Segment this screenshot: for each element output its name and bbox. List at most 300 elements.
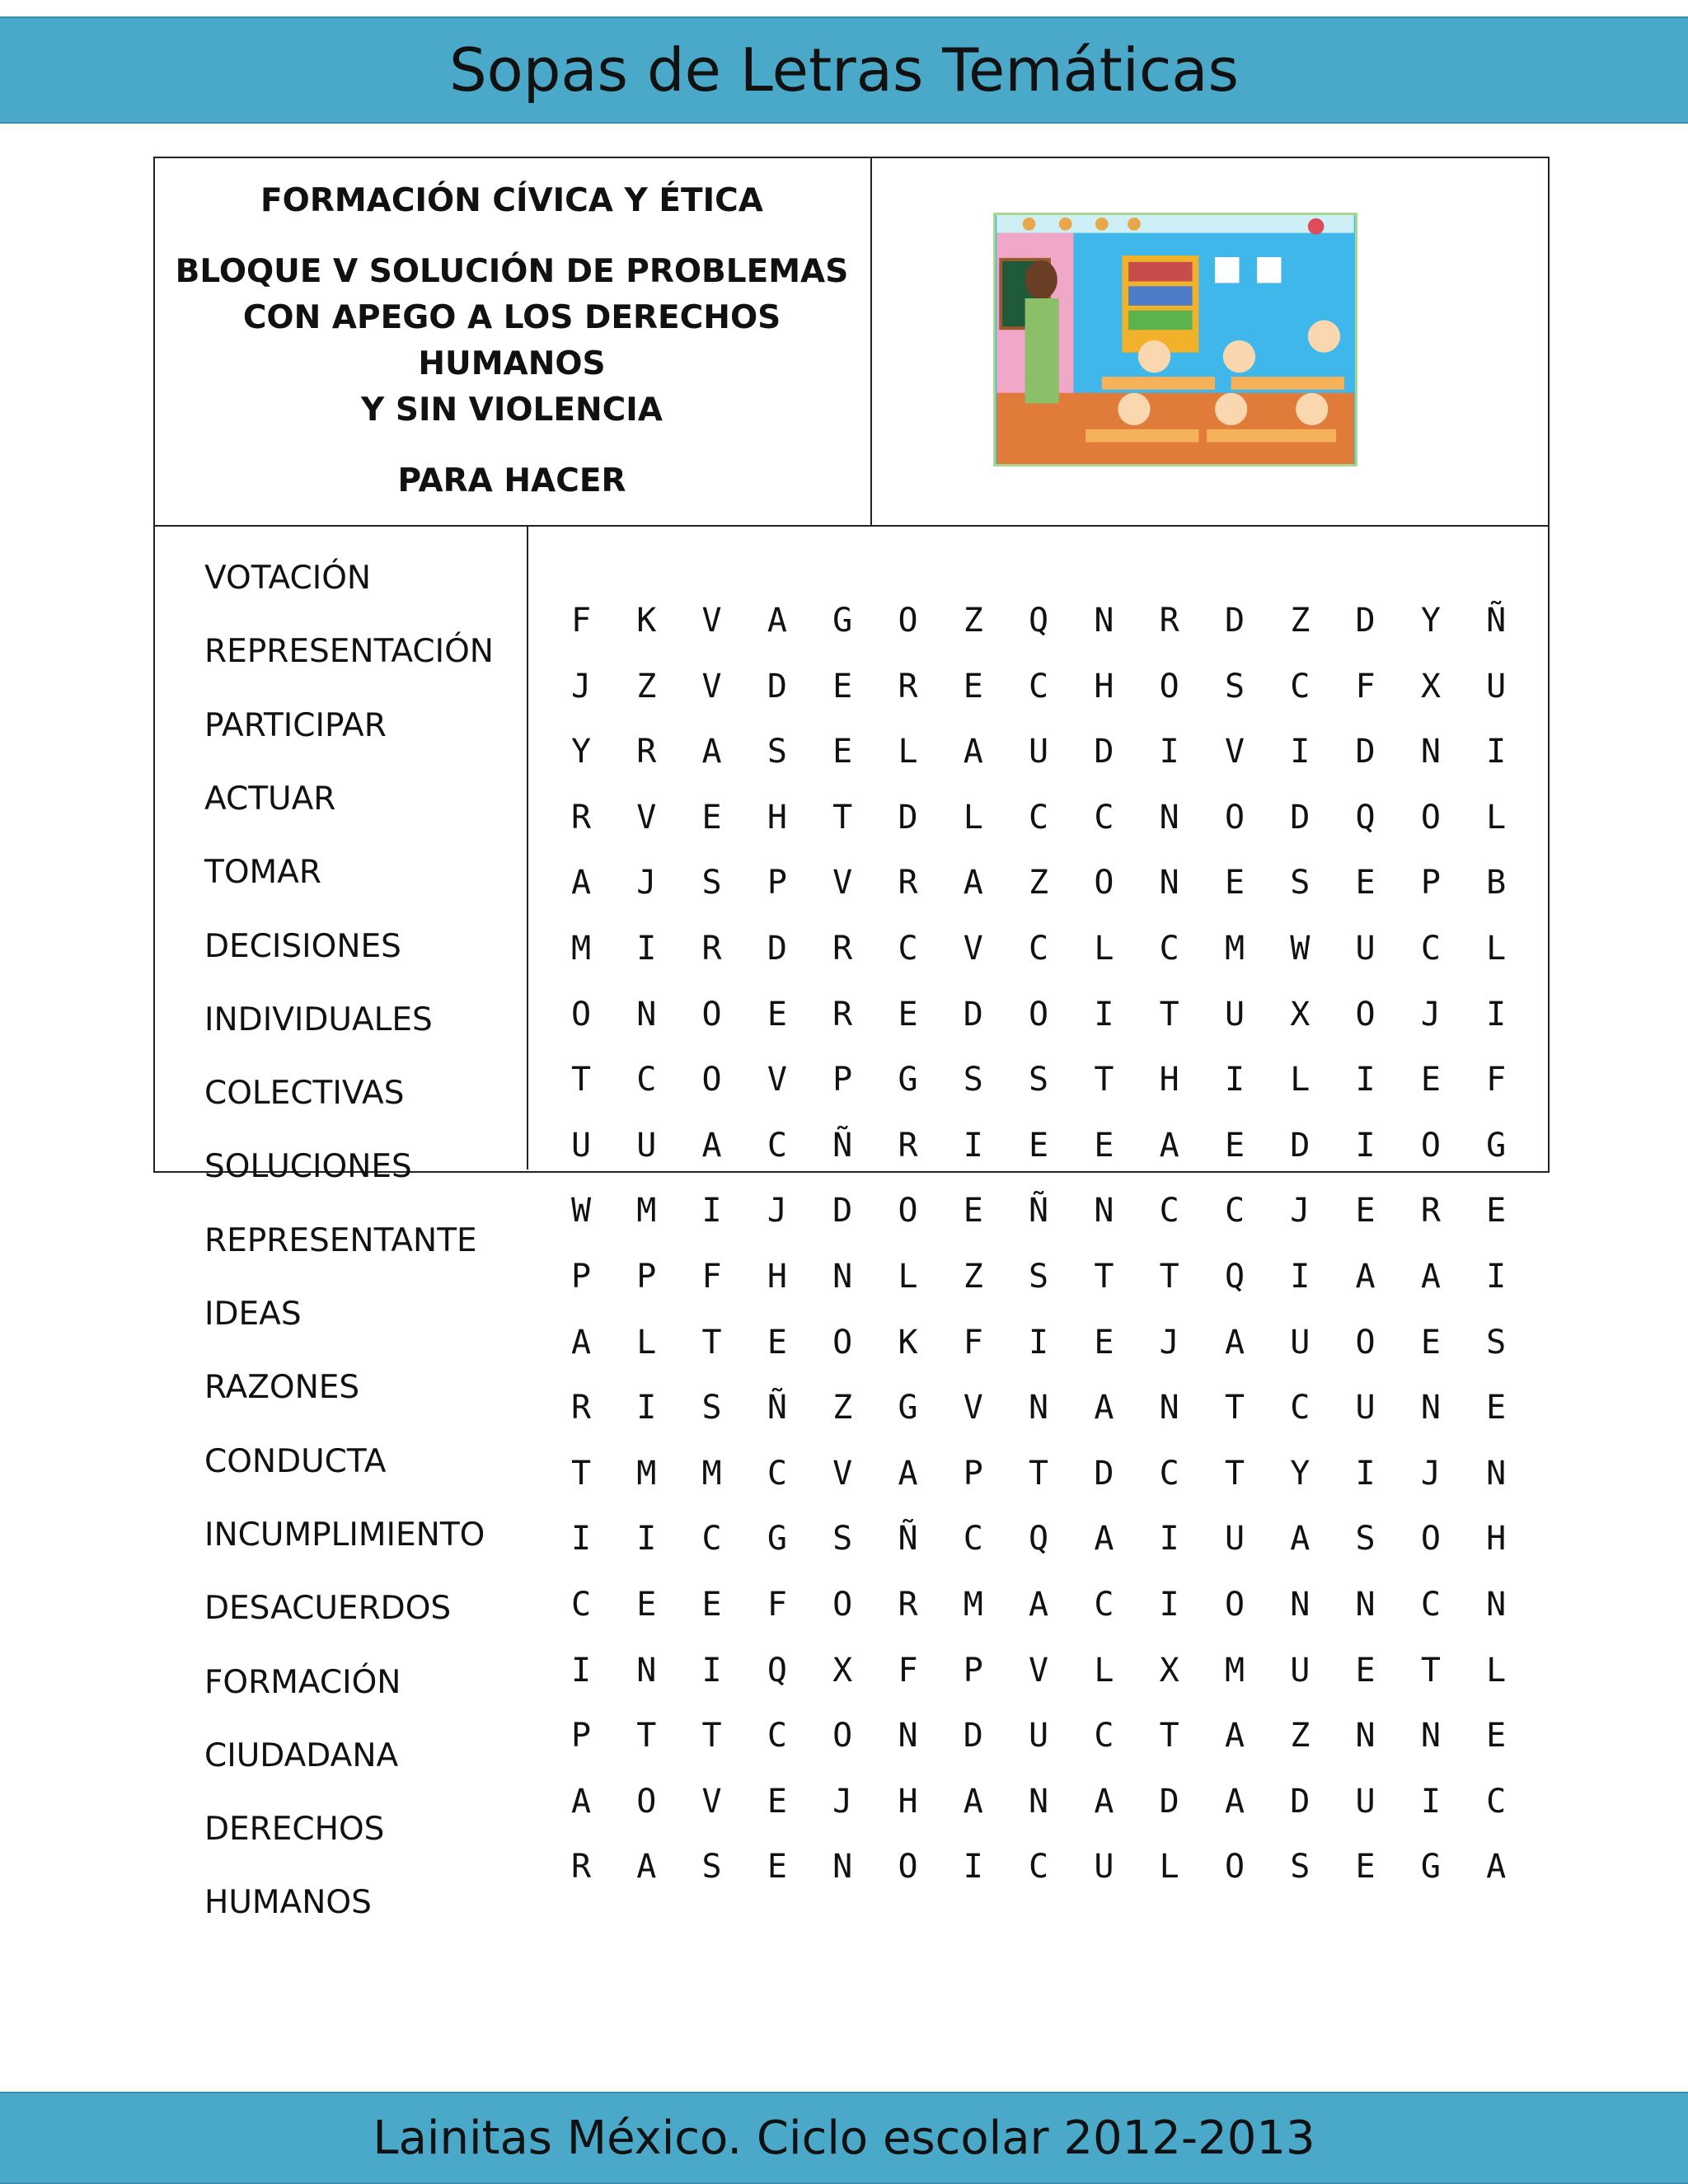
word-item: FORMACIÓN: [204, 1663, 401, 1701]
grid-cell: Ñ: [898, 1520, 918, 1558]
grid-cell: P: [570, 1717, 592, 1755]
grid-cell: Ñ: [1029, 1192, 1049, 1230]
grid-cell: D: [1355, 602, 1376, 640]
grid-cell: I: [570, 1651, 592, 1690]
grid-cell: L: [1486, 930, 1507, 968]
grid-cell: I: [1094, 995, 1114, 1033]
grid-cell: P: [963, 1651, 983, 1690]
word-item: REPRESENTACIÓN: [204, 633, 494, 671]
grid-cell: V: [832, 1454, 853, 1493]
grid-cell: A: [1355, 1258, 1376, 1296]
grid-cell: F: [898, 1651, 918, 1690]
grid-cell: N: [1159, 864, 1179, 902]
grid-cell: E: [1486, 1717, 1507, 1755]
grid-cell: T: [1094, 1258, 1114, 1296]
grid-cell: I: [1159, 733, 1179, 771]
grid-cell: Q: [767, 1651, 787, 1690]
grid-cell: L: [963, 798, 983, 837]
block-heading: [153, 249, 870, 434]
word-item: RAZONES: [204, 1369, 360, 1407]
grid-cell: T: [1159, 1258, 1179, 1296]
grid-cell: S: [701, 864, 722, 902]
grid-cell: C: [1094, 1586, 1114, 1624]
grid-cell: J: [1290, 1192, 1311, 1230]
grid-cell: A: [963, 1782, 983, 1821]
grid-cell: I: [701, 1192, 722, 1230]
word-item: INCUMPLIMIENTO: [204, 1516, 485, 1554]
grid-cell: E: [636, 1586, 657, 1624]
grid-cell: E: [1094, 1126, 1114, 1165]
grid-cell: C: [1159, 930, 1179, 968]
grid-cell: X: [1290, 995, 1311, 1033]
grid-cell: A: [701, 733, 722, 771]
grid-cell: C: [570, 1586, 592, 1624]
grid-cell: G: [898, 1061, 918, 1099]
grid-cell: C: [1159, 1192, 1179, 1230]
grid-cell: O: [898, 602, 918, 640]
grid-cell: R: [832, 930, 853, 968]
word-item: DECISIONES: [204, 927, 401, 965]
grid-cell: E: [832, 667, 853, 705]
grid-cell: R: [898, 1586, 918, 1624]
grid-cell: S: [1029, 1258, 1049, 1296]
grid-cell: J: [767, 1192, 787, 1230]
grid-cell: M: [963, 1586, 983, 1624]
grid-cell: A: [1159, 1126, 1179, 1165]
grid-cell: M: [570, 930, 592, 968]
grid-cell: Y: [1290, 1454, 1311, 1493]
grid-cell: U: [1290, 1323, 1311, 1361]
grid-cell: Z: [963, 602, 983, 640]
grid-cell: T: [570, 1061, 592, 1099]
grid-cell: A: [570, 1782, 592, 1821]
grid-cell: E: [1094, 1323, 1114, 1361]
grid-cell: T: [832, 798, 853, 837]
grid-cell: L: [1290, 1061, 1311, 1099]
grid-cell: F: [767, 1586, 787, 1624]
grid-cell: N: [1355, 1586, 1376, 1624]
grid-cell: O: [1420, 1520, 1441, 1558]
grid-cell: U: [1224, 1520, 1245, 1558]
grid-cell: N: [636, 995, 657, 1033]
word-item: COLECTIVAS: [204, 1075, 405, 1113]
grid-cell: O: [1159, 667, 1179, 705]
grid-cell: Y: [1420, 602, 1441, 640]
grid-cell: I: [1290, 1258, 1311, 1296]
grid-cell: C: [1159, 1454, 1179, 1493]
grid-cell: E: [832, 733, 853, 771]
grid-cell: D: [1290, 1782, 1311, 1821]
grid-cell: M: [701, 1454, 722, 1493]
grid-cell: L: [1486, 1651, 1507, 1690]
grid-cell: C: [1486, 1782, 1507, 1821]
grid-cell: V: [1029, 1651, 1049, 1690]
page-title: Sopas de Letras Temáticas: [448, 35, 1240, 105]
grid-cell: F: [963, 1323, 983, 1361]
grid-cell: J: [832, 1782, 853, 1821]
grid-cell: E: [1355, 1651, 1376, 1690]
grid-cell: E: [701, 1586, 722, 1624]
grid-cell: A: [1486, 1848, 1507, 1886]
grid-cell: W: [570, 1192, 592, 1230]
grid-cell: I: [1486, 1258, 1507, 1296]
grid-cell: G: [898, 1389, 918, 1427]
grid-cell: M: [636, 1192, 657, 1230]
grid-cell: L: [1486, 798, 1507, 837]
grid-cell: I: [701, 1651, 722, 1690]
grid-cell: G: [1420, 1848, 1441, 1886]
grid-cell: N: [1355, 1717, 1376, 1755]
grid-cell: G: [767, 1520, 787, 1558]
grid-cell: N: [1094, 1192, 1114, 1230]
grid-cell: A: [963, 733, 983, 771]
grid-cell: D: [1094, 1454, 1114, 1493]
grid-cell: E: [767, 1323, 787, 1361]
letter-grid: [528, 527, 1546, 1886]
grid-cell: S: [1290, 864, 1311, 902]
grid-cell: L: [1159, 1848, 1179, 1886]
grid-cell: N: [1486, 1586, 1507, 1624]
grid-cell: M: [636, 1454, 657, 1493]
grid-cell: N: [1029, 1389, 1049, 1427]
grid-cell: E: [1355, 864, 1376, 902]
grid-cell: F: [1486, 1061, 1507, 1099]
grid-cell: R: [898, 1126, 918, 1165]
word-item: HUMANOS: [204, 1884, 372, 1922]
grid-cell: X: [1420, 667, 1441, 705]
intro-panel: [153, 157, 872, 527]
grid-cell: N: [898, 1717, 918, 1755]
section-heading: PARA HACER: [397, 462, 626, 499]
grid-cell: C: [701, 1520, 722, 1558]
grid-cell: N: [1159, 1389, 1179, 1427]
grid-cell: N: [1486, 1454, 1507, 1493]
grid-cell: E: [1224, 864, 1245, 902]
grid-cell: P: [832, 1061, 853, 1099]
grid-cell: L: [636, 1323, 657, 1361]
grid-cell: O: [636, 1782, 657, 1821]
grid-cell: L: [1094, 930, 1114, 968]
grid-cell: R: [898, 667, 918, 705]
grid-cell: I: [636, 930, 657, 968]
grid-cell: O: [832, 1323, 853, 1361]
grid-cell: V: [963, 1389, 983, 1427]
grid-cell: M: [1224, 930, 1245, 968]
grid-cell: P: [767, 864, 787, 902]
grid-cell: A: [636, 1848, 657, 1886]
grid-cell: U: [1486, 667, 1507, 705]
grid-cell: I: [570, 1520, 592, 1558]
grid-cell: D: [767, 667, 787, 705]
grid-cell: T: [1029, 1454, 1049, 1493]
grid-cell: A: [1094, 1782, 1114, 1821]
grid-cell: C: [1290, 1389, 1311, 1427]
grid-cell: H: [767, 1258, 787, 1296]
grid-cell: C: [1290, 667, 1311, 705]
grid-cell: O: [832, 1717, 853, 1755]
grid-cell: Z: [636, 667, 657, 705]
grid-cell: J: [1420, 995, 1441, 1033]
grid-cell: E: [1029, 1126, 1049, 1165]
grid-cell: G: [832, 602, 853, 640]
grid-cell: O: [1094, 864, 1114, 902]
word-item: PARTICIPAR: [204, 706, 387, 744]
grid-cell: Ñ: [832, 1126, 853, 1165]
grid-cell: I: [963, 1848, 983, 1886]
grid-cell: R: [570, 1389, 592, 1427]
grid-cell: N: [1290, 1586, 1311, 1624]
grid-cell: O: [1355, 995, 1376, 1033]
grid-cell: C: [1094, 1717, 1114, 1755]
grid-cell: I: [1420, 1782, 1441, 1821]
grid-cell: Z: [1029, 864, 1049, 902]
grid-cell: H: [898, 1782, 918, 1821]
grid-cell: P: [636, 1258, 657, 1296]
grid-cell: S: [963, 1061, 983, 1099]
grid-cell: D: [1159, 1782, 1179, 1821]
grid-cell: I: [1029, 1323, 1049, 1361]
grid-cell: I: [1290, 733, 1311, 771]
grid-cell: N: [1420, 1389, 1441, 1427]
grid-cell: U: [1224, 995, 1245, 1033]
grid-cell: V: [701, 667, 722, 705]
grid-cell: Z: [963, 1258, 983, 1296]
grid-cell: C: [767, 1126, 787, 1165]
grid-cell: I: [1355, 1061, 1376, 1099]
grid-cell: A: [1094, 1520, 1114, 1558]
grid-cell: H: [1486, 1520, 1507, 1558]
grid-cell: C: [1420, 930, 1441, 968]
grid-cell: E: [767, 995, 787, 1033]
block-line: BLOQUE V SOLUCIÓN DE PROBLEMAS: [175, 252, 849, 290]
grid-cell: A: [1029, 1586, 1049, 1624]
grid-cell: N: [1159, 798, 1179, 837]
grid-cell: U: [1290, 1651, 1311, 1690]
grid-cell: I: [1486, 995, 1507, 1033]
grid-cell: A: [701, 1126, 722, 1165]
grid-cell: D: [1290, 798, 1311, 837]
grid-cell: O: [1224, 798, 1245, 837]
grid-cell: O: [832, 1586, 853, 1624]
footer-text: Lainitas México. Ciclo escolar 2012-2013: [373, 2111, 1315, 2165]
grid-cell: O: [701, 995, 722, 1033]
grid-cell: M: [1224, 1651, 1245, 1690]
grid-cell: H: [1094, 667, 1114, 705]
grid-cell: Q: [1029, 1520, 1049, 1558]
grid-cell: D: [898, 798, 918, 837]
block-line: Y SIN VIOLENCIA: [361, 391, 663, 429]
block-line: CON APEGO A LOS DERECHOS HUMANOS: [242, 298, 781, 382]
grid-cell: O: [1420, 798, 1441, 837]
grid-cell: L: [898, 733, 918, 771]
grid-cell: T: [570, 1454, 592, 1493]
grid-cell: K: [636, 602, 657, 640]
grid-cell: U: [1355, 1389, 1376, 1427]
grid-cell: O: [1224, 1848, 1245, 1886]
grid-cell: A: [1224, 1717, 1245, 1755]
grid-cell: S: [1224, 667, 1245, 705]
grid-cell: V: [963, 930, 983, 968]
grid-cell: C: [963, 1520, 983, 1558]
grid-cell: Q: [1224, 1258, 1245, 1296]
grid-cell: C: [1029, 667, 1049, 705]
grid-cell: D: [1224, 602, 1245, 640]
grid-cell: J: [1159, 1323, 1179, 1361]
grid-cell: L: [898, 1258, 918, 1296]
grid-cell: P: [963, 1454, 983, 1493]
grid-cell: O: [1420, 1126, 1441, 1165]
grid-cell: I: [636, 1389, 657, 1427]
grid-cell: I: [1355, 1126, 1376, 1165]
grid-cell: U: [1355, 930, 1376, 968]
grid-cell: A: [570, 864, 592, 902]
grid-cell: A: [767, 602, 787, 640]
word-item: TOMAR: [204, 854, 321, 892]
grid-cell: U: [1094, 1848, 1114, 1886]
grid-cell: D: [1355, 733, 1376, 771]
grid-cell: X: [832, 1651, 853, 1690]
grid-cell: V: [701, 602, 722, 640]
grid-cell: N: [636, 1651, 657, 1690]
grid-cell: R: [898, 864, 918, 902]
word-item: VOTACIÓN: [204, 560, 372, 597]
word-item: SOLUCIONES: [204, 1148, 412, 1186]
grid-cell: A: [570, 1323, 592, 1361]
grid-cell: S: [767, 733, 787, 771]
grid-cell: C: [1420, 1586, 1441, 1624]
illustration-panel: [872, 157, 1548, 527]
grid-cell: O: [898, 1848, 918, 1886]
word-item: INDIVIDUALES: [204, 1001, 433, 1038]
grid-cell: O: [701, 1061, 722, 1099]
grid-cell: E: [767, 1848, 787, 1886]
grid-cell: V: [832, 864, 853, 902]
grid-cell: C: [767, 1717, 787, 1755]
grid-cell: A: [898, 1454, 918, 1493]
grid-cell: R: [570, 1848, 592, 1886]
grid-cell: V: [636, 798, 657, 837]
grid-cell: S: [832, 1520, 853, 1558]
word-item: CONDUCTA: [204, 1442, 387, 1480]
grid-cell: R: [636, 733, 657, 771]
grid-cell: T: [1420, 1651, 1441, 1690]
grid-cell: E: [1486, 1389, 1507, 1427]
grid-cell: A: [1094, 1389, 1114, 1427]
grid-cell: X: [1159, 1651, 1179, 1690]
grid-cell: Q: [1029, 602, 1049, 640]
grid-cell: V: [767, 1061, 787, 1099]
grid-cell: T: [1094, 1061, 1114, 1099]
grid-cell: E: [1486, 1192, 1507, 1230]
grid-cell: S: [1486, 1323, 1507, 1361]
grid-cell: N: [1094, 602, 1114, 640]
grid-cell: I: [1355, 1454, 1376, 1493]
grid-cell: E: [701, 798, 722, 837]
grid-cell: D: [963, 995, 983, 1033]
grid-cell: N: [832, 1848, 853, 1886]
grid-cell: E: [1355, 1192, 1376, 1230]
grid-cell: N: [1420, 1717, 1441, 1755]
grid-cell: H: [767, 798, 787, 837]
grid-cell: C: [1029, 1848, 1049, 1886]
grid-cell: Y: [570, 733, 592, 771]
grid-cell: U: [570, 1126, 592, 1165]
grid-cell: E: [1355, 1848, 1376, 1886]
grid-cell: E: [1224, 1126, 1245, 1165]
grid-cell: J: [636, 864, 657, 902]
grid-cell: D: [767, 930, 787, 968]
grid-cell: C: [898, 930, 918, 968]
grid-cell: T: [1159, 1717, 1179, 1755]
footer-banner: [0, 2092, 1688, 2184]
grid-cell: S: [1290, 1848, 1311, 1886]
grid-cell: N: [1029, 1782, 1049, 1821]
grid-cell: F: [570, 602, 592, 640]
grid-cell: A: [1290, 1520, 1311, 1558]
grid-cell: O: [898, 1192, 918, 1230]
grid-cell: Q: [1355, 798, 1376, 837]
grid-cell: D: [1094, 733, 1114, 771]
grid-cell: A: [1420, 1258, 1441, 1296]
grid-cell: C: [1094, 798, 1114, 837]
grid-cell: S: [701, 1848, 722, 1886]
grid-cell: Z: [832, 1389, 853, 1427]
grid-cell: B: [1486, 864, 1507, 902]
grid-cell: J: [1420, 1454, 1441, 1493]
grid-cell: R: [570, 798, 592, 837]
grid-cell: O: [1029, 995, 1049, 1033]
grid-cell: U: [1029, 733, 1049, 771]
grid-cell: I: [1159, 1586, 1179, 1624]
word-list: [153, 527, 528, 1922]
grid-cell: R: [1420, 1192, 1441, 1230]
grid-cell: U: [1029, 1717, 1049, 1755]
grid-cell: C: [1029, 930, 1049, 968]
classroom-illustration: [993, 213, 1357, 466]
grid-cell: I: [963, 1126, 983, 1165]
grid-cell: P: [1420, 864, 1441, 902]
grid-cell: E: [963, 667, 983, 705]
grid-cell: F: [701, 1258, 722, 1296]
grid-cell: Z: [1290, 602, 1311, 640]
grid-cell: O: [1355, 1323, 1376, 1361]
grid-cell: I: [1159, 1520, 1179, 1558]
grid-cell: N: [832, 1258, 853, 1296]
grid-cell: C: [1029, 798, 1049, 837]
grid-cell: E: [898, 995, 918, 1033]
grid-cell: J: [570, 667, 592, 705]
title-banner: [0, 16, 1688, 124]
grid-cell: T: [1224, 1389, 1245, 1427]
word-item: DERECHOS: [204, 1811, 385, 1849]
grid-cell: I: [1486, 733, 1507, 771]
grid-cell: K: [898, 1323, 918, 1361]
grid-cell: C: [767, 1454, 787, 1493]
grid-cell: I: [1224, 1061, 1245, 1099]
subject-heading: FORMACIÓN CÍVICA Y ÉTICA: [260, 181, 763, 219]
grid-cell: A: [963, 864, 983, 902]
grid-cell: T: [701, 1323, 722, 1361]
grid-cell: R: [832, 995, 853, 1033]
grid-cell: Z: [1290, 1717, 1311, 1755]
grid-cell: W: [1290, 930, 1311, 968]
grid-cell: S: [1029, 1061, 1049, 1099]
grid-cell: D: [1290, 1126, 1311, 1165]
grid-cell: Ñ: [767, 1389, 787, 1427]
grid-cell: E: [963, 1192, 983, 1230]
grid-cell: Ñ: [1486, 602, 1507, 640]
grid-cell: T: [1224, 1454, 1245, 1493]
